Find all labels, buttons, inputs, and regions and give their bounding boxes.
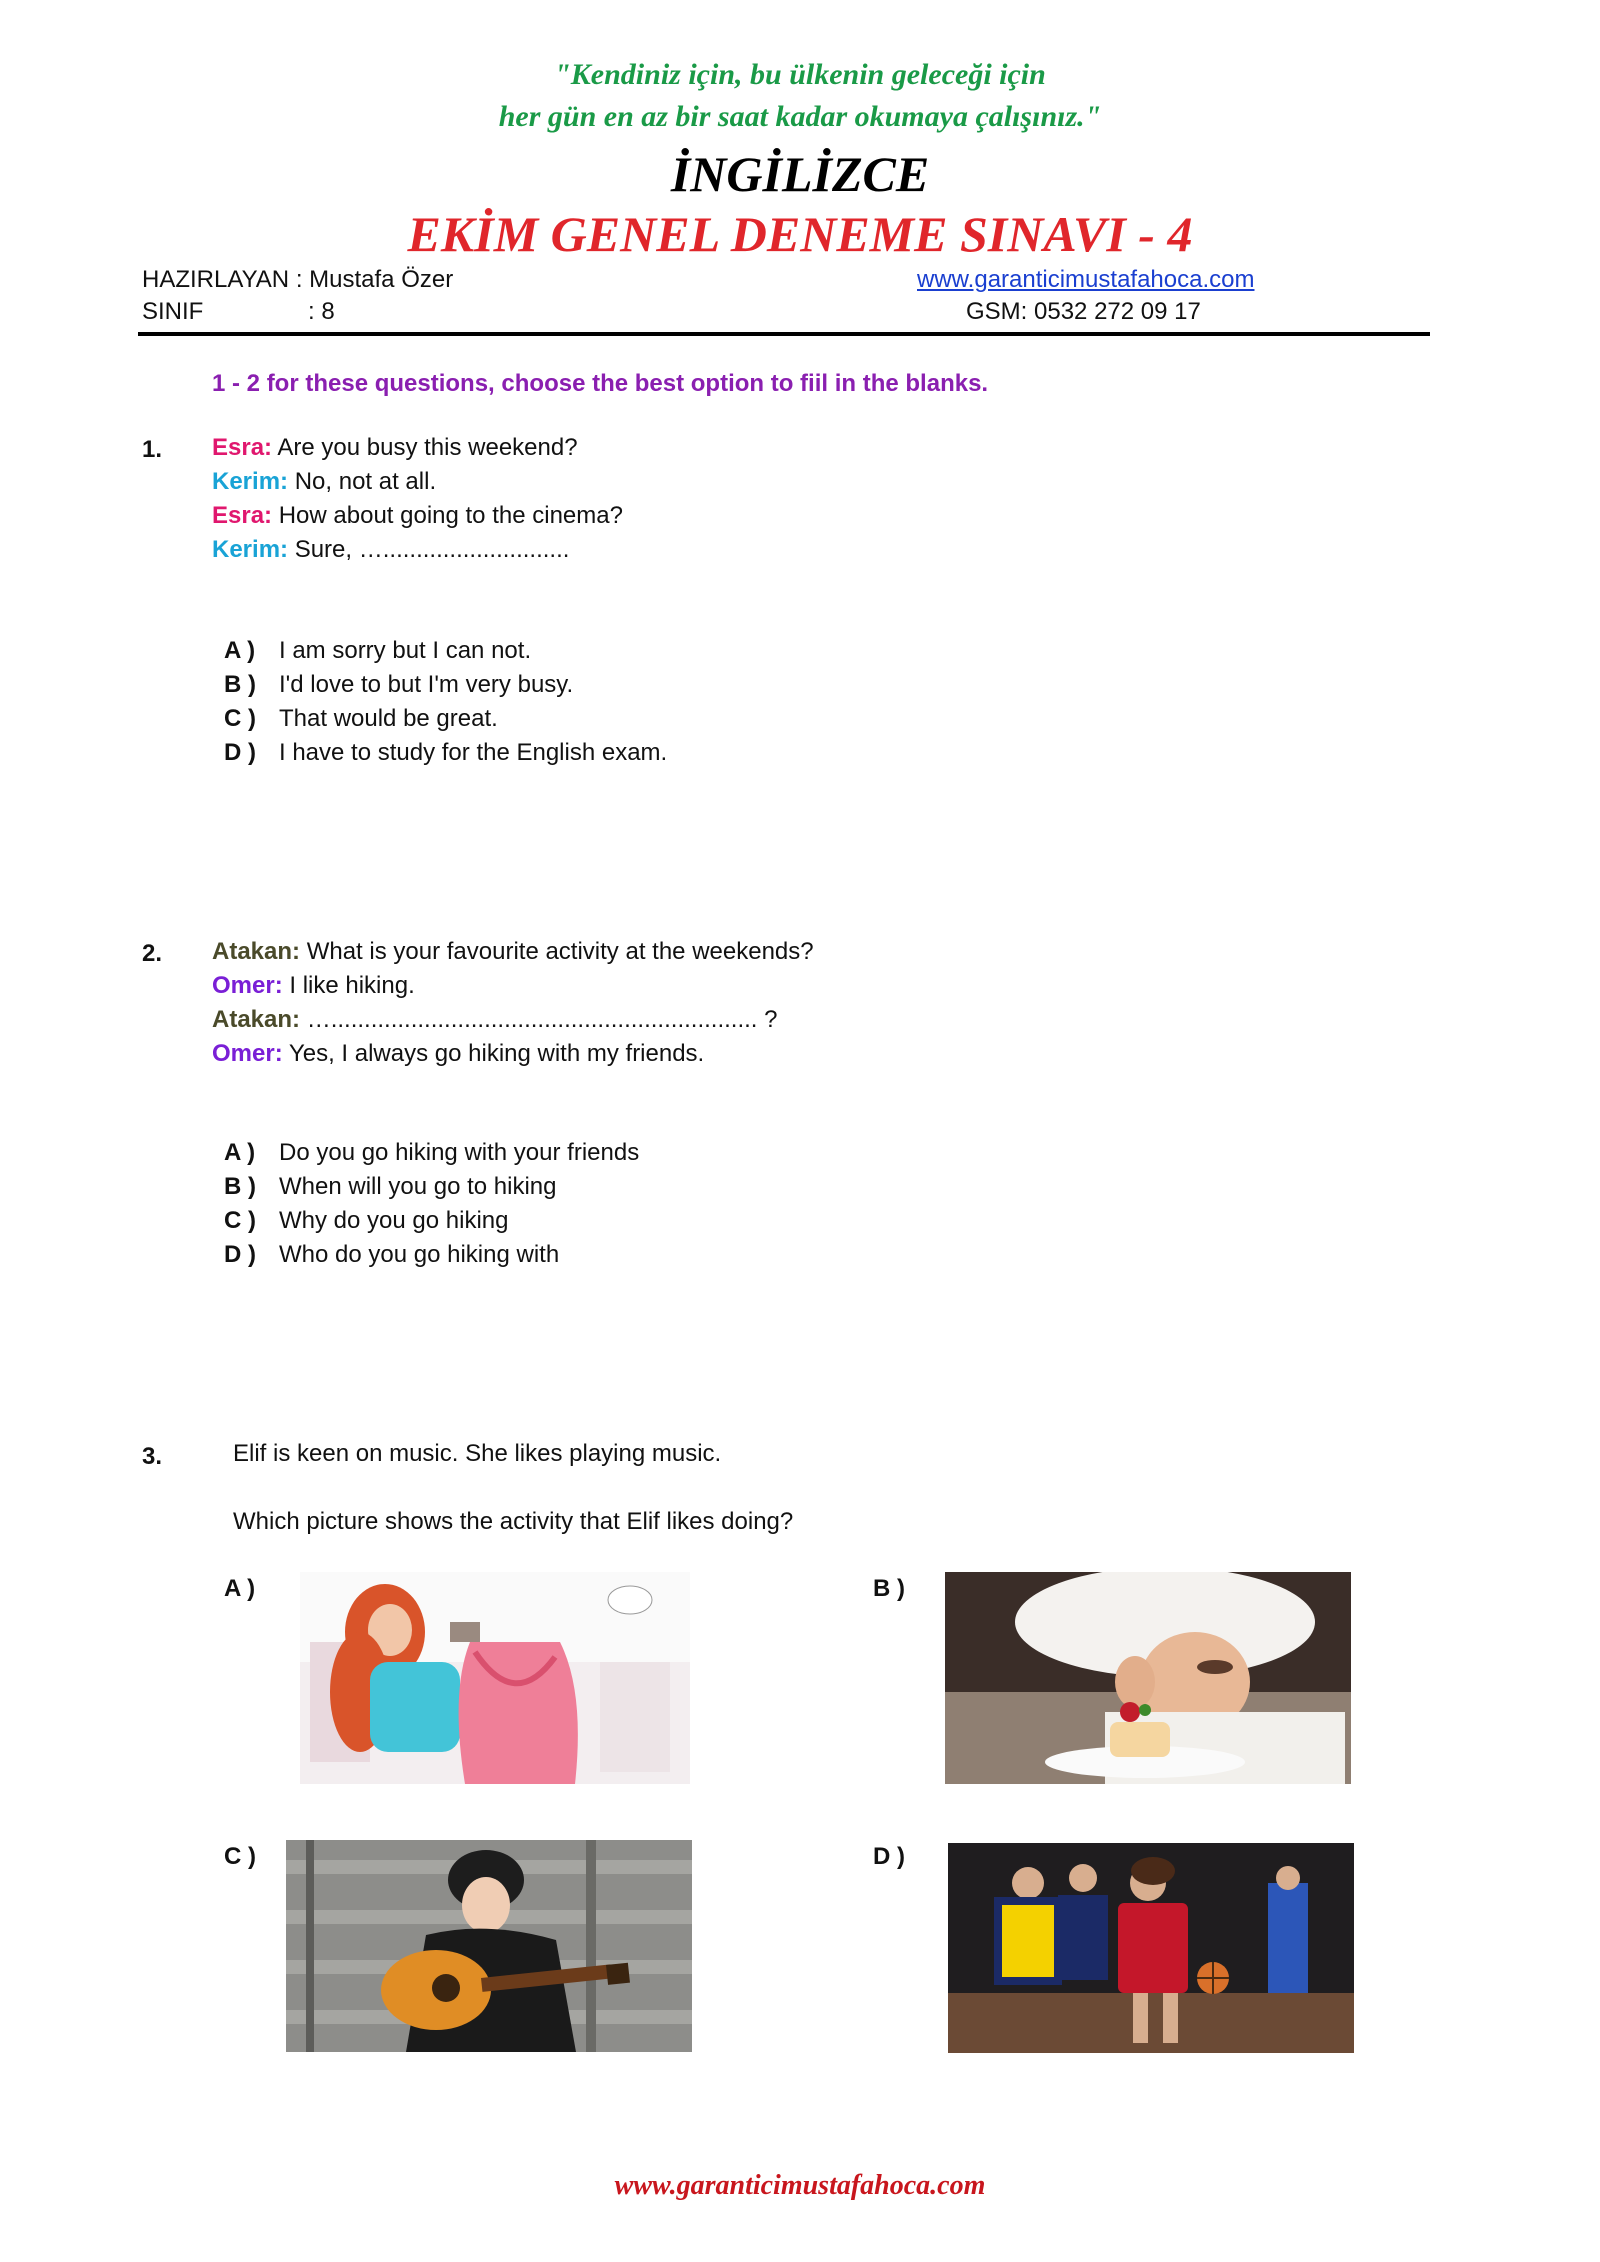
girl-playing-guitar-icon <box>286 1840 692 2052</box>
question-1-dialogue <box>212 431 623 567</box>
option-c[interactable] <box>224 702 667 736</box>
question-3-prompt: Which picture shows the activity that Elif likes doing? <box>233 1508 794 1535</box>
question-3-number: 3. <box>142 1443 163 1470</box>
option-letter: C ) <box>224 1843 256 1870</box>
prepared-by-label: HAZIRLAYAN <box>142 266 290 293</box>
speaker-esra: Esra: <box>212 502 273 529</box>
website-link[interactable]: www.garanticimustafahoca.com <box>917 266 1255 293</box>
question-2-options <box>224 1136 639 1272</box>
quote-line-1: "Kendiniz için, bu ülkenin geleceği için <box>554 58 1046 91</box>
speaker-atakan: Atakan: <box>212 938 301 965</box>
dialogue-text: …................................................................ ? <box>306 1006 778 1033</box>
basketball-players-picture[interactable] <box>948 1843 1354 2053</box>
option-text: Who do you go hiking with <box>279 1241 560 1268</box>
option-letter: A ) <box>224 637 256 664</box>
dialogue-line <box>212 431 623 465</box>
option-letter: D ) <box>224 739 256 766</box>
header-divider <box>138 332 1430 336</box>
speaker-atakan: Atakan: <box>212 1006 301 1033</box>
option-a-label[interactable] <box>224 1572 279 1606</box>
subject-title: İNGİLİZCE <box>670 146 930 202</box>
dialogue-line <box>212 969 814 1003</box>
dialogue-line <box>212 533 623 567</box>
option-letter: B ) <box>873 1575 905 1602</box>
speaker-omer: Omer: <box>212 972 283 999</box>
option-letter: B ) <box>224 671 256 698</box>
dialogue-line <box>212 935 814 969</box>
option-letter: A ) <box>224 1575 256 1602</box>
option-c[interactable] <box>224 1204 639 1238</box>
question-1-options <box>224 634 667 770</box>
option-text: Do you go hiking with your friends <box>279 1139 640 1166</box>
basketball-players-icon <box>948 1843 1354 2053</box>
option-d-label[interactable] <box>873 1840 928 1874</box>
option-text: I am sorry but I can not. <box>279 637 532 664</box>
question-3-statement: Elif is keen on music. She likes playing music. <box>233 1440 722 1467</box>
prepared-by-name: : Mustafa Özer <box>295 266 454 293</box>
option-b[interactable] <box>224 1170 639 1204</box>
dialogue-line <box>212 1003 814 1037</box>
speaker-kerim: Kerim: <box>212 468 289 495</box>
chef-cooking-picture[interactable] <box>945 1572 1351 1784</box>
option-b-label[interactable] <box>873 1572 928 1606</box>
option-d[interactable] <box>224 736 667 770</box>
prepared-by <box>142 266 453 294</box>
option-letter: C ) <box>224 705 256 732</box>
dialogue-text: Are you busy this weekend? <box>277 434 578 461</box>
girl-playing-guitar-picture[interactable] <box>286 1840 692 2052</box>
speaker-omer: Omer: <box>212 1040 283 1067</box>
option-text: I have to study for the English exam. <box>279 739 668 766</box>
dialogue-text: What is your favourite activity at the weekends? <box>306 938 814 965</box>
chef-cooking-icon <box>945 1572 1351 1784</box>
speaker-kerim: Kerim: <box>212 536 289 563</box>
option-b[interactable] <box>224 668 667 702</box>
class-label: SINIF <box>142 298 204 325</box>
question-1-number: 1. <box>142 436 163 463</box>
option-letter: B ) <box>224 1173 256 1200</box>
instruction: 1 - 2 for these questions, choose the best option to fiil in the blanks. <box>212 370 989 397</box>
option-text: Why do you go hiking <box>279 1207 509 1234</box>
option-a[interactable] <box>224 1136 639 1170</box>
speaker-esra: Esra: <box>212 434 273 461</box>
exam-title: EKİM GENEL DENEME SINAVI - 4 <box>407 206 1193 262</box>
dialogue-text: No, not at all. <box>294 468 437 495</box>
question-2-dialogue <box>212 935 814 1071</box>
option-letter: C ) <box>224 1207 256 1234</box>
footer-website[interactable]: www.garanticimustafahoca.com <box>614 2170 986 2201</box>
quote-line-2: her gün en az bir saat kadar okumaya çalışınız." <box>498 100 1102 133</box>
question-2-number: 2. <box>142 940 163 967</box>
dialogue-line <box>212 465 623 499</box>
dialogue-text: Yes, I always go hiking with my friends. <box>288 1040 705 1067</box>
option-text: When will you go to hiking <box>279 1173 557 1200</box>
dialogue-line <box>212 1037 814 1071</box>
option-text: That would be great. <box>279 705 498 732</box>
gsm-number: GSM: 0532 272 09 17 <box>966 298 1201 325</box>
option-text: I'd love to but I'm very busy. <box>279 671 574 698</box>
dialogue-text: Sure, …............................ <box>294 536 570 563</box>
fashion-design-picture[interactable] <box>300 1572 690 1784</box>
option-letter: D ) <box>873 1843 905 1870</box>
class-value: : 8 <box>308 298 335 325</box>
option-a[interactable] <box>224 634 667 668</box>
fashion-design-icon <box>300 1572 690 1784</box>
option-letter: D ) <box>224 1241 256 1268</box>
dialogue-text: How about going to the cinema? <box>278 502 623 529</box>
dialogue-text: I like hiking. <box>289 972 415 999</box>
option-c-label[interactable] <box>224 1840 279 1874</box>
dialogue-line <box>212 499 623 533</box>
option-d[interactable] <box>224 1238 639 1272</box>
option-letter: A ) <box>224 1139 256 1166</box>
